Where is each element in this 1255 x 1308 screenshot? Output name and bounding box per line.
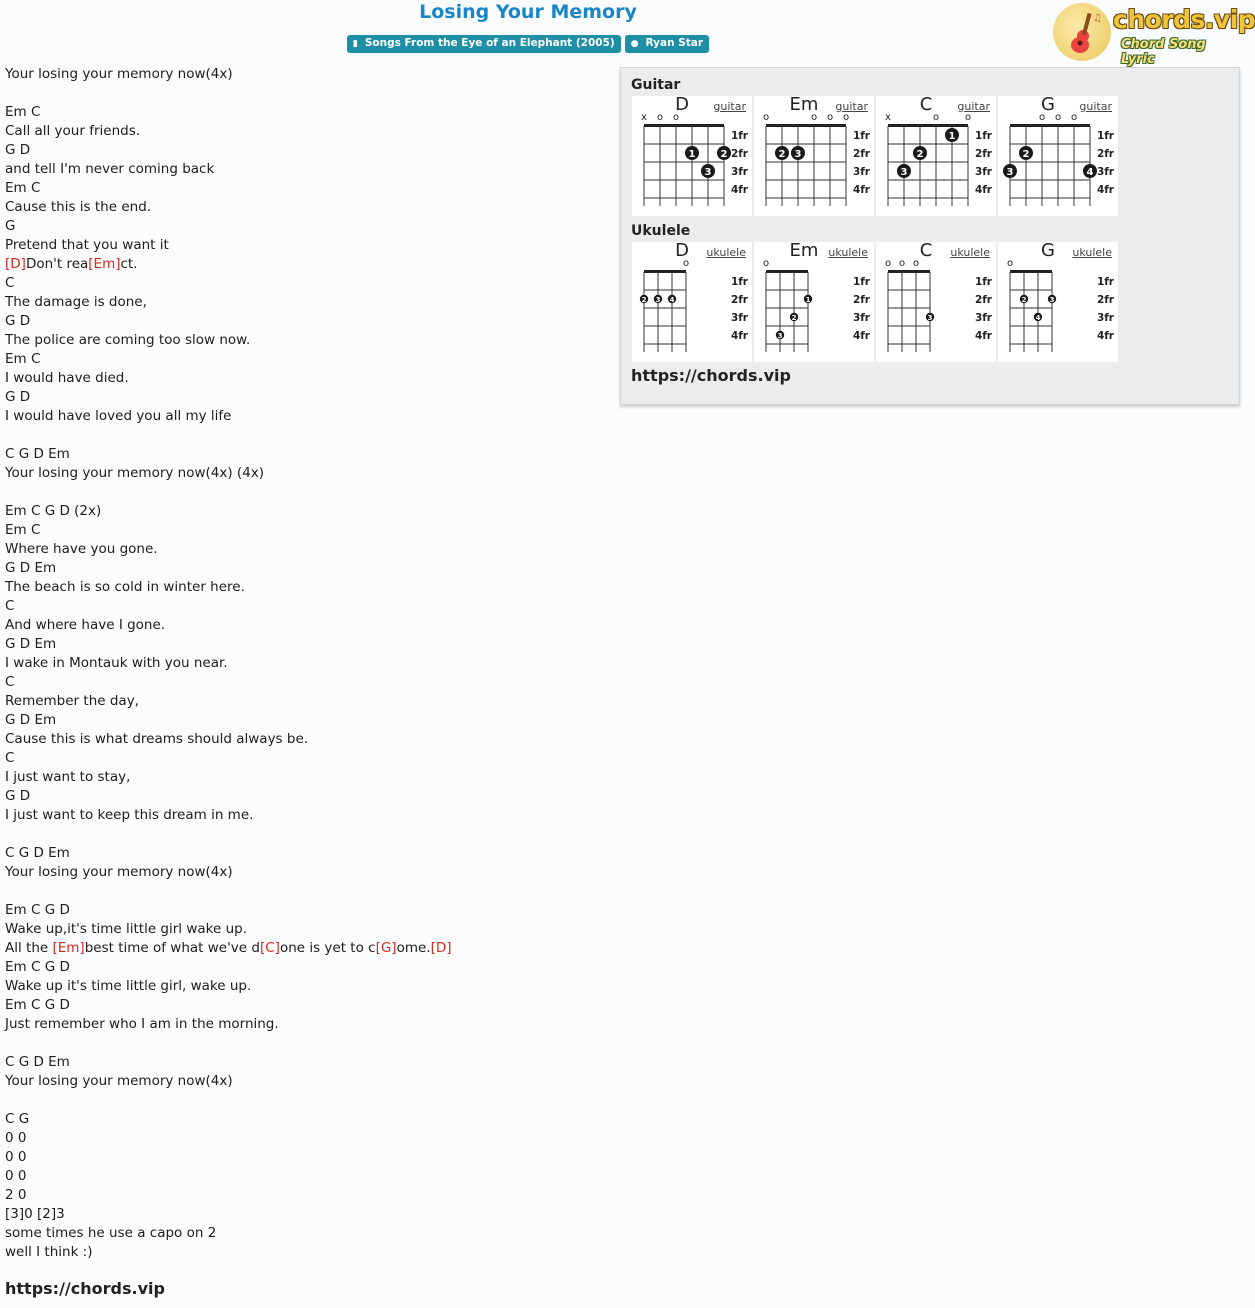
- lyric-line: [5, 787, 605, 806]
- lyric-line: [5, 483, 605, 502]
- open-string-mark: o: [1054, 112, 1062, 123]
- lyric-line: [5, 768, 605, 787]
- lyric-text: I just want to stay,: [5, 769, 131, 785]
- chord-name: D: [675, 94, 689, 115]
- lyric-line: [5, 445, 605, 464]
- fret-label: 1fr: [852, 130, 870, 142]
- fret-label: 2fr: [974, 148, 992, 160]
- guitar-chord-diagram-d[interactable]: [632, 96, 752, 216]
- lyric-line: [5, 217, 605, 236]
- lyric-line: [5, 654, 605, 673]
- open-string-mark: o: [884, 258, 892, 269]
- song-title: Losing Your Memory: [419, 1, 637, 23]
- chord-name: G: [1041, 240, 1055, 261]
- inline-chord[interactable]: [D]: [430, 940, 452, 956]
- finger-number: 2: [1021, 296, 1027, 304]
- lyric-line: [5, 597, 605, 616]
- chord-nut: [644, 124, 724, 127]
- lyric-text: I would have died.: [5, 370, 129, 386]
- ukulele-link[interactable]: ukulele: [706, 246, 746, 259]
- lyric-line: [5, 1129, 605, 1148]
- finger-number: 2: [916, 149, 924, 160]
- lyric-line: [5, 426, 605, 445]
- lyric-line: [5, 236, 605, 255]
- fret-label: 1fr: [730, 276, 748, 288]
- album-badge[interactable]: [347, 35, 621, 53]
- guitar-chord-diagram-em[interactable]: [754, 96, 874, 216]
- lyric-text: Em C G D: [5, 997, 70, 1013]
- artist-name: Ryan Star: [645, 37, 704, 49]
- lyric-line: [5, 103, 605, 122]
- open-string-mark: o: [682, 258, 690, 269]
- fret-label: 4fr: [730, 330, 748, 342]
- lyric-line: [5, 388, 605, 407]
- open-string-mark: o: [898, 258, 906, 269]
- lyric-line: [5, 84, 605, 103]
- lyric-line: [5, 977, 605, 996]
- chord-nut: [644, 270, 686, 273]
- lyric-line: [5, 1034, 605, 1053]
- lyric-line: [5, 1053, 605, 1072]
- open-string-mark: o: [842, 112, 850, 123]
- lyric-line: [5, 559, 605, 578]
- finger-number: 2: [720, 149, 728, 160]
- lyric-text: Wake up it's time little girl, wake up.: [5, 978, 252, 994]
- fret-label: 2fr: [730, 294, 748, 306]
- guitar-link[interactable]: guitar: [1079, 100, 1112, 113]
- fret-label: 2fr: [852, 294, 870, 306]
- artist-badge[interactable]: [625, 35, 709, 53]
- lyric-line: [5, 1015, 605, 1034]
- open-string-mark: o: [1070, 112, 1078, 123]
- guitar-link[interactable]: guitar: [713, 100, 746, 113]
- lyric-line: [5, 521, 605, 540]
- open-string-mark: o: [1006, 258, 1014, 269]
- chord-name: C: [919, 94, 933, 115]
- chord-name: G: [1041, 94, 1055, 115]
- lyric-text: The damage is done,: [5, 294, 147, 310]
- guitar-link[interactable]: guitar: [957, 100, 990, 113]
- lyric-text: Wake up,it's time little girl wake up.: [5, 921, 247, 937]
- fret-label: 4fr: [852, 184, 870, 196]
- fret-label: 3fr: [730, 166, 748, 178]
- fret-label: 3fr: [1096, 166, 1114, 178]
- lyric-line: [5, 122, 605, 141]
- finger-number: 4: [669, 296, 675, 304]
- lyric-line: [5, 1243, 605, 1262]
- finger-number: 3: [777, 332, 783, 340]
- lyric-text: 0 0: [5, 1130, 27, 1146]
- lyric-text: G D Em: [5, 636, 57, 652]
- guitar-section-label: Guitar: [631, 77, 681, 93]
- lyric-text: Pretend that you want it: [5, 237, 169, 253]
- lyric-text: Em C G D (2x): [5, 503, 102, 519]
- lyric-text: G D: [5, 788, 31, 804]
- finger-number: 1: [948, 131, 956, 142]
- fret-label: 2fr: [974, 294, 992, 306]
- finger-number: 2: [1022, 149, 1030, 160]
- lyric-line: [5, 198, 605, 217]
- lyric-text: Don't rea: [25, 256, 89, 272]
- lyric-text: The beach is so cold in winter here.: [5, 579, 245, 595]
- finger-number: 2: [641, 296, 647, 304]
- lyric-text: Your losing your memory now(4x) (4x): [5, 465, 265, 481]
- lyric-line: [5, 1091, 605, 1110]
- finger-number: 2: [778, 149, 786, 160]
- open-string-mark: o: [656, 112, 664, 123]
- lyric-text: And where have I gone.: [5, 617, 166, 633]
- muted-string-mark: x: [641, 112, 647, 123]
- lyric-line: [5, 578, 605, 597]
- lyric-line: [5, 502, 605, 521]
- guitar-chord-diagram-c[interactable]: [876, 96, 996, 216]
- lyric-line: [5, 160, 605, 179]
- lyric-text: G D Em: [5, 712, 57, 728]
- guitar-chord-diagram-g[interactable]: [998, 96, 1118, 216]
- lyric-line: [5, 274, 605, 293]
- lyric-text: Em C: [5, 351, 41, 367]
- fret-label: 3fr: [1096, 312, 1114, 324]
- inline-chord[interactable]: [G]: [375, 940, 397, 956]
- finger-number: 1: [688, 149, 696, 160]
- logo-brand: chords.vip: [1113, 5, 1255, 34]
- lyric-text: All the: [5, 940, 53, 956]
- lyric-line: [5, 844, 605, 863]
- lyric-line: [5, 141, 605, 160]
- chord-nut: [1010, 270, 1052, 273]
- lyric-text: I wake in Montauk with you near.: [5, 655, 228, 671]
- fret-label: 2fr: [730, 148, 748, 160]
- lyric-line: [5, 711, 605, 730]
- lyric-text: C G: [5, 1111, 30, 1127]
- guitar-logo-icon: [1053, 3, 1111, 61]
- lyric-line: [5, 179, 605, 198]
- lyric-text: G: [5, 218, 16, 234]
- fret-label: 4fr: [852, 330, 870, 342]
- fret-label: 2fr: [1096, 294, 1114, 306]
- lyric-line: [5, 255, 605, 274]
- lyric-text: and tell I'm never coming back: [5, 161, 215, 177]
- finger-number: 3: [704, 167, 712, 178]
- lyric-line: [5, 540, 605, 559]
- chord-diagrams-panel: [620, 67, 1240, 405]
- lyric-text: I just want to keep this dream in me.: [5, 807, 254, 823]
- lyric-line: [5, 616, 605, 635]
- lyric-line: [5, 939, 605, 958]
- finger-number: 3: [900, 167, 908, 178]
- chord-nut: [888, 124, 968, 127]
- lyric-line: [5, 1205, 605, 1224]
- fret-label: 1fr: [1096, 130, 1114, 142]
- logo-tagline: Chord Song Lyric: [1121, 37, 1206, 67]
- lyric-line: [5, 331, 605, 350]
- song-meta-badges: [0, 35, 1056, 53]
- lyric-line: [5, 1072, 605, 1091]
- chord-nut: [1010, 124, 1090, 127]
- lyric-text: [3]0 [2]3: [5, 1206, 65, 1222]
- lyric-text: C: [5, 750, 15, 766]
- fret-label: 1fr: [974, 130, 992, 142]
- lyric-text: C G D Em: [5, 446, 70, 462]
- lyric-text: C G D Em: [5, 1054, 70, 1070]
- footer-url[interactable]: https://chords.vip: [5, 1279, 165, 1298]
- lyric-line: [5, 958, 605, 977]
- lyric-text: G D: [5, 389, 31, 405]
- user-icon: ●: [630, 39, 639, 49]
- finger-number: 4: [1035, 314, 1041, 322]
- fret-label: 4fr: [1096, 184, 1114, 196]
- lyric-line: [5, 407, 605, 426]
- lyric-line: [5, 1110, 605, 1129]
- fret-label: 3fr: [974, 312, 992, 324]
- inline-chord[interactable]: [Em]: [88, 256, 121, 272]
- lyric-text: 0 0: [5, 1168, 27, 1184]
- lyric-text: ome.: [396, 940, 431, 956]
- lyric-line: [5, 730, 605, 749]
- lyric-text: Where have you gone.: [5, 541, 158, 557]
- lyric-text: The police are coming too slow now.: [5, 332, 251, 348]
- lyric-text: Em C: [5, 522, 41, 538]
- lyric-text: Em C: [5, 104, 41, 120]
- fret-label: 3fr: [852, 312, 870, 324]
- lyric-line: [5, 312, 605, 331]
- lyric-line: [5, 369, 605, 388]
- lyric-line: [5, 1148, 605, 1167]
- lyric-line: [5, 1167, 605, 1186]
- lyric-line: [5, 464, 605, 483]
- fret-label: 2fr: [852, 148, 870, 160]
- inline-chord[interactable]: [D]: [5, 256, 26, 272]
- lyric-text: G D: [5, 313, 31, 329]
- lyric-line: [5, 1224, 605, 1243]
- lyric-text: Remember the day,: [5, 693, 139, 709]
- lyric-line: [5, 635, 605, 654]
- lyric-text: ct.: [120, 256, 138, 272]
- lyric-text: Just remember who I am in the morning.: [5, 1016, 279, 1032]
- lyric-text: C: [5, 674, 15, 690]
- lyric-line: [5, 882, 605, 901]
- lyric-line: [5, 350, 605, 369]
- finger-number: 3: [655, 296, 661, 304]
- ukulele-chord-diagram-g[interactable]: [998, 242, 1118, 362]
- ukulele-link[interactable]: ukulele: [950, 246, 990, 259]
- fret-label: 4fr: [974, 184, 992, 196]
- chord-name: Em: [789, 94, 819, 115]
- lyric-line: [5, 920, 605, 939]
- open-string-mark: o: [672, 112, 680, 123]
- lyric-text: best time of what we've d: [84, 940, 260, 956]
- chord-name: C: [919, 240, 933, 261]
- chord-nut: [888, 270, 930, 273]
- lyrics-body: [5, 65, 605, 1262]
- finger-number: 3: [1049, 296, 1055, 304]
- lyric-text: C: [5, 598, 15, 614]
- fret-label: 1fr: [730, 130, 748, 142]
- panel-url[interactable]: https://chords.vip: [631, 366, 791, 385]
- lyric-text: Cause this is the end.: [5, 199, 152, 215]
- ukulele-chord-diagram-em[interactable]: [754, 242, 874, 362]
- lyric-text: Em C G D: [5, 902, 70, 918]
- ukulele-link[interactable]: ukulele: [1072, 246, 1112, 259]
- lyric-text: Your losing your memory now(4x): [5, 1073, 233, 1089]
- lyric-text: 0 0: [5, 1149, 27, 1165]
- finger-number: 3: [1006, 167, 1014, 178]
- ukulele-chord-diagram-c[interactable]: [876, 242, 996, 362]
- svg-text:♫: ♫: [1093, 13, 1102, 24]
- lyric-text: 2 0: [5, 1187, 27, 1203]
- chord-name: D: [675, 240, 689, 261]
- open-string-mark: o: [762, 112, 770, 123]
- lyric-text: one is yet to c: [279, 940, 376, 956]
- inline-chord[interactable]: [Em]: [52, 940, 85, 956]
- ukulele-section-label: Ukulele: [631, 223, 691, 239]
- chord-name: Em: [789, 240, 819, 261]
- lyric-text: C: [5, 275, 15, 291]
- site-logo[interactable]: [1053, 3, 1255, 67]
- album-name: Songs From the Eye of an Elephant (2005): [364, 37, 615, 49]
- lyric-line: [5, 65, 605, 84]
- open-string-mark: o: [810, 112, 818, 123]
- open-string-mark: o: [912, 258, 920, 269]
- ukulele-chord-diagram-d[interactable]: [632, 242, 752, 362]
- fret-label: 4fr: [1096, 330, 1114, 342]
- open-string-mark: o: [762, 258, 770, 269]
- open-string-mark: o: [1038, 112, 1046, 123]
- lyric-text: Call all your friends.: [5, 123, 141, 139]
- lyric-text: C G D Em: [5, 845, 70, 861]
- finger-number: 2: [791, 314, 797, 322]
- ukulele-link[interactable]: ukulele: [828, 246, 868, 259]
- lyric-line: [5, 863, 605, 882]
- lyric-line: [5, 293, 605, 312]
- finger-number: 3: [794, 149, 802, 160]
- lyric-line: [5, 996, 605, 1015]
- lyric-text: Em C: [5, 180, 41, 196]
- fret-label: 1fr: [852, 276, 870, 288]
- chord-nut: [766, 270, 808, 273]
- open-string-mark: o: [826, 112, 834, 123]
- lyric-line: [5, 1186, 605, 1205]
- open-string-mark: o: [932, 112, 940, 123]
- lyric-text: Em C G D: [5, 959, 70, 975]
- fret-label: 1fr: [1096, 276, 1114, 288]
- fret-label: 2fr: [1096, 148, 1114, 160]
- lyric-line: [5, 749, 605, 768]
- fret-label: 3fr: [730, 312, 748, 324]
- finger-number: 4: [1086, 167, 1094, 178]
- lyric-text: Cause this is what dreams should always be.: [5, 731, 309, 747]
- fret-label: 3fr: [852, 166, 870, 178]
- finger-number: 3: [927, 314, 933, 322]
- guitar-link[interactable]: guitar: [835, 100, 868, 113]
- chord-nut: [766, 124, 846, 127]
- lyric-line: [5, 901, 605, 920]
- lyric-text: G D Em: [5, 560, 57, 576]
- lyric-text: well I think :): [5, 1244, 93, 1260]
- inline-chord[interactable]: [C]: [259, 940, 280, 956]
- lyric-text: I would have loved you all my life: [5, 408, 232, 424]
- finger-number: 1: [805, 296, 811, 304]
- open-string-mark: o: [964, 112, 972, 123]
- fret-label: 1fr: [974, 276, 992, 288]
- book-icon: ▮: [352, 39, 358, 49]
- lyric-line: [5, 825, 605, 844]
- fret-label: 4fr: [974, 330, 992, 342]
- muted-string-mark: x: [885, 112, 891, 123]
- lyric-line: [5, 692, 605, 711]
- fret-label: 4fr: [730, 184, 748, 196]
- lyric-text: Your losing your memory now(4x): [5, 864, 233, 880]
- lyric-text: Your losing your memory now(4x): [5, 66, 233, 82]
- lyric-text: G D: [5, 142, 31, 158]
- fret-label: 3fr: [974, 166, 992, 178]
- lyric-line: [5, 806, 605, 825]
- lyric-text: some times he use a capo on 2: [5, 1225, 217, 1241]
- lyric-line: [5, 673, 605, 692]
